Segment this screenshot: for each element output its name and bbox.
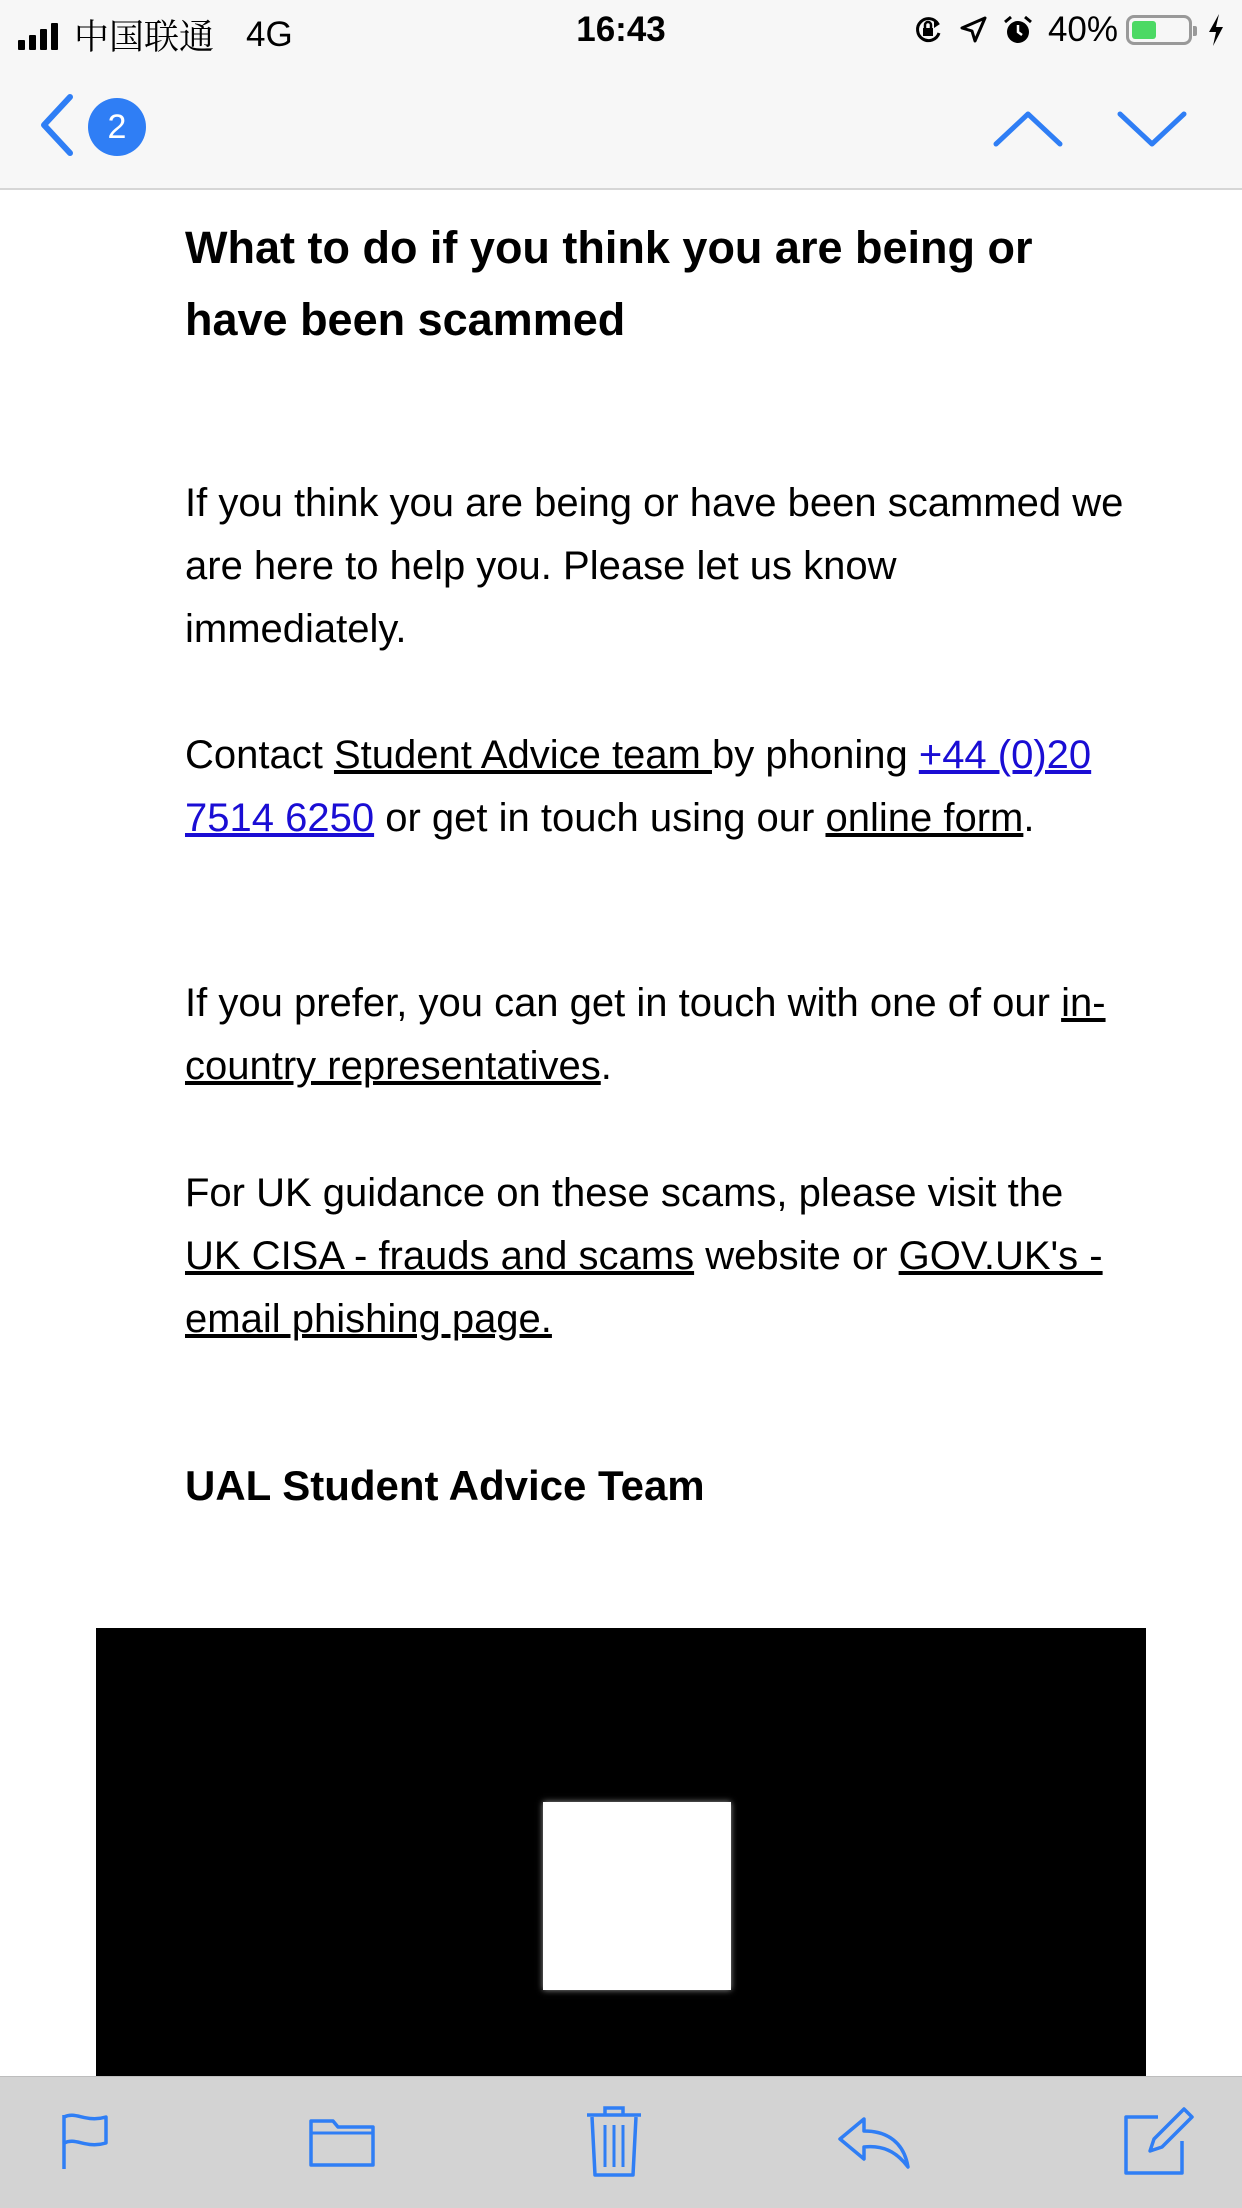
carrier-name: 中国联通 xyxy=(74,18,215,57)
folder-icon xyxy=(307,2113,377,2174)
image-placeholder-square xyxy=(543,1802,731,1990)
uk-cisa-link[interactable]: UK CISA - frauds and scams xyxy=(185,1234,695,1278)
text-span: website or xyxy=(694,1234,899,1278)
previous-message-button[interactable] xyxy=(990,98,1066,158)
chevron-down-icon xyxy=(1114,145,1190,162)
trash-button[interactable] xyxy=(574,2103,654,2183)
online-form-link[interactable]: online form xyxy=(825,796,1024,840)
paragraph-help: If you think you are being or have been scammed we are here to help you. Please let us know immediately. xyxy=(185,481,1124,651)
paragraph-contact xyxy=(185,724,1125,850)
text-span: . xyxy=(1023,796,1035,840)
compose-button[interactable] xyxy=(1118,2103,1198,2183)
text-span: For UK guidance on these scams, please visit the xyxy=(185,1171,1064,1215)
paragraph-representatives xyxy=(185,972,1125,1098)
email-image xyxy=(96,1628,1146,2076)
network-type: 4G xyxy=(246,15,293,54)
chevron-left-icon xyxy=(36,93,76,162)
flag-icon xyxy=(54,2109,114,2178)
gov-uk-phishing-link[interactable]: GOV.UK's - email phishing page. xyxy=(185,1234,1103,1341)
flag-button[interactable] xyxy=(44,2103,124,2183)
email-body[interactable] xyxy=(0,190,1242,2076)
back-button[interactable] xyxy=(36,92,156,162)
text-span: If you prefer, you can get in touch with one of our xyxy=(185,981,1062,1025)
text-span: Contact xyxy=(185,733,334,777)
in-country-representatives-link[interactable]: in-country representatives xyxy=(185,981,1106,1088)
unread-badge: 2 xyxy=(88,98,146,156)
compose-icon xyxy=(1120,2103,1196,2184)
reply-button[interactable] xyxy=(834,2103,914,2183)
chevron-up-icon xyxy=(990,145,1066,162)
text-span: by phoning xyxy=(711,733,919,777)
status-bar xyxy=(0,0,1242,62)
clock: 16:43 xyxy=(576,10,666,49)
charging-icon xyxy=(1206,13,1226,47)
move-to-folder-button[interactable] xyxy=(302,2103,382,2183)
bottom-toolbar xyxy=(0,2076,1242,2208)
reply-icon xyxy=(834,2111,914,2176)
trash-icon xyxy=(583,2103,645,2184)
battery-icon xyxy=(1126,15,1192,45)
battery-percent: 40% xyxy=(1047,10,1118,49)
email-heading: What to do if you think you are being or have been scammed xyxy=(185,222,1033,345)
student-advice-team-link[interactable]: Student Advice team xyxy=(333,733,712,777)
email-signoff: UAL Student Advice Team xyxy=(185,1462,705,1509)
text-span: or get in touch using our xyxy=(374,796,826,840)
paragraph-guidance xyxy=(185,1162,1125,1351)
next-message-button[interactable] xyxy=(1114,98,1190,158)
phone-number-link[interactable]: +44 (0)20 7514 6250 xyxy=(185,733,1092,840)
orientation-lock-icon xyxy=(912,14,944,46)
text-span: . xyxy=(600,1044,612,1088)
location-icon xyxy=(958,15,988,45)
nav-bar xyxy=(0,62,1242,190)
alarm-icon xyxy=(1002,14,1034,46)
